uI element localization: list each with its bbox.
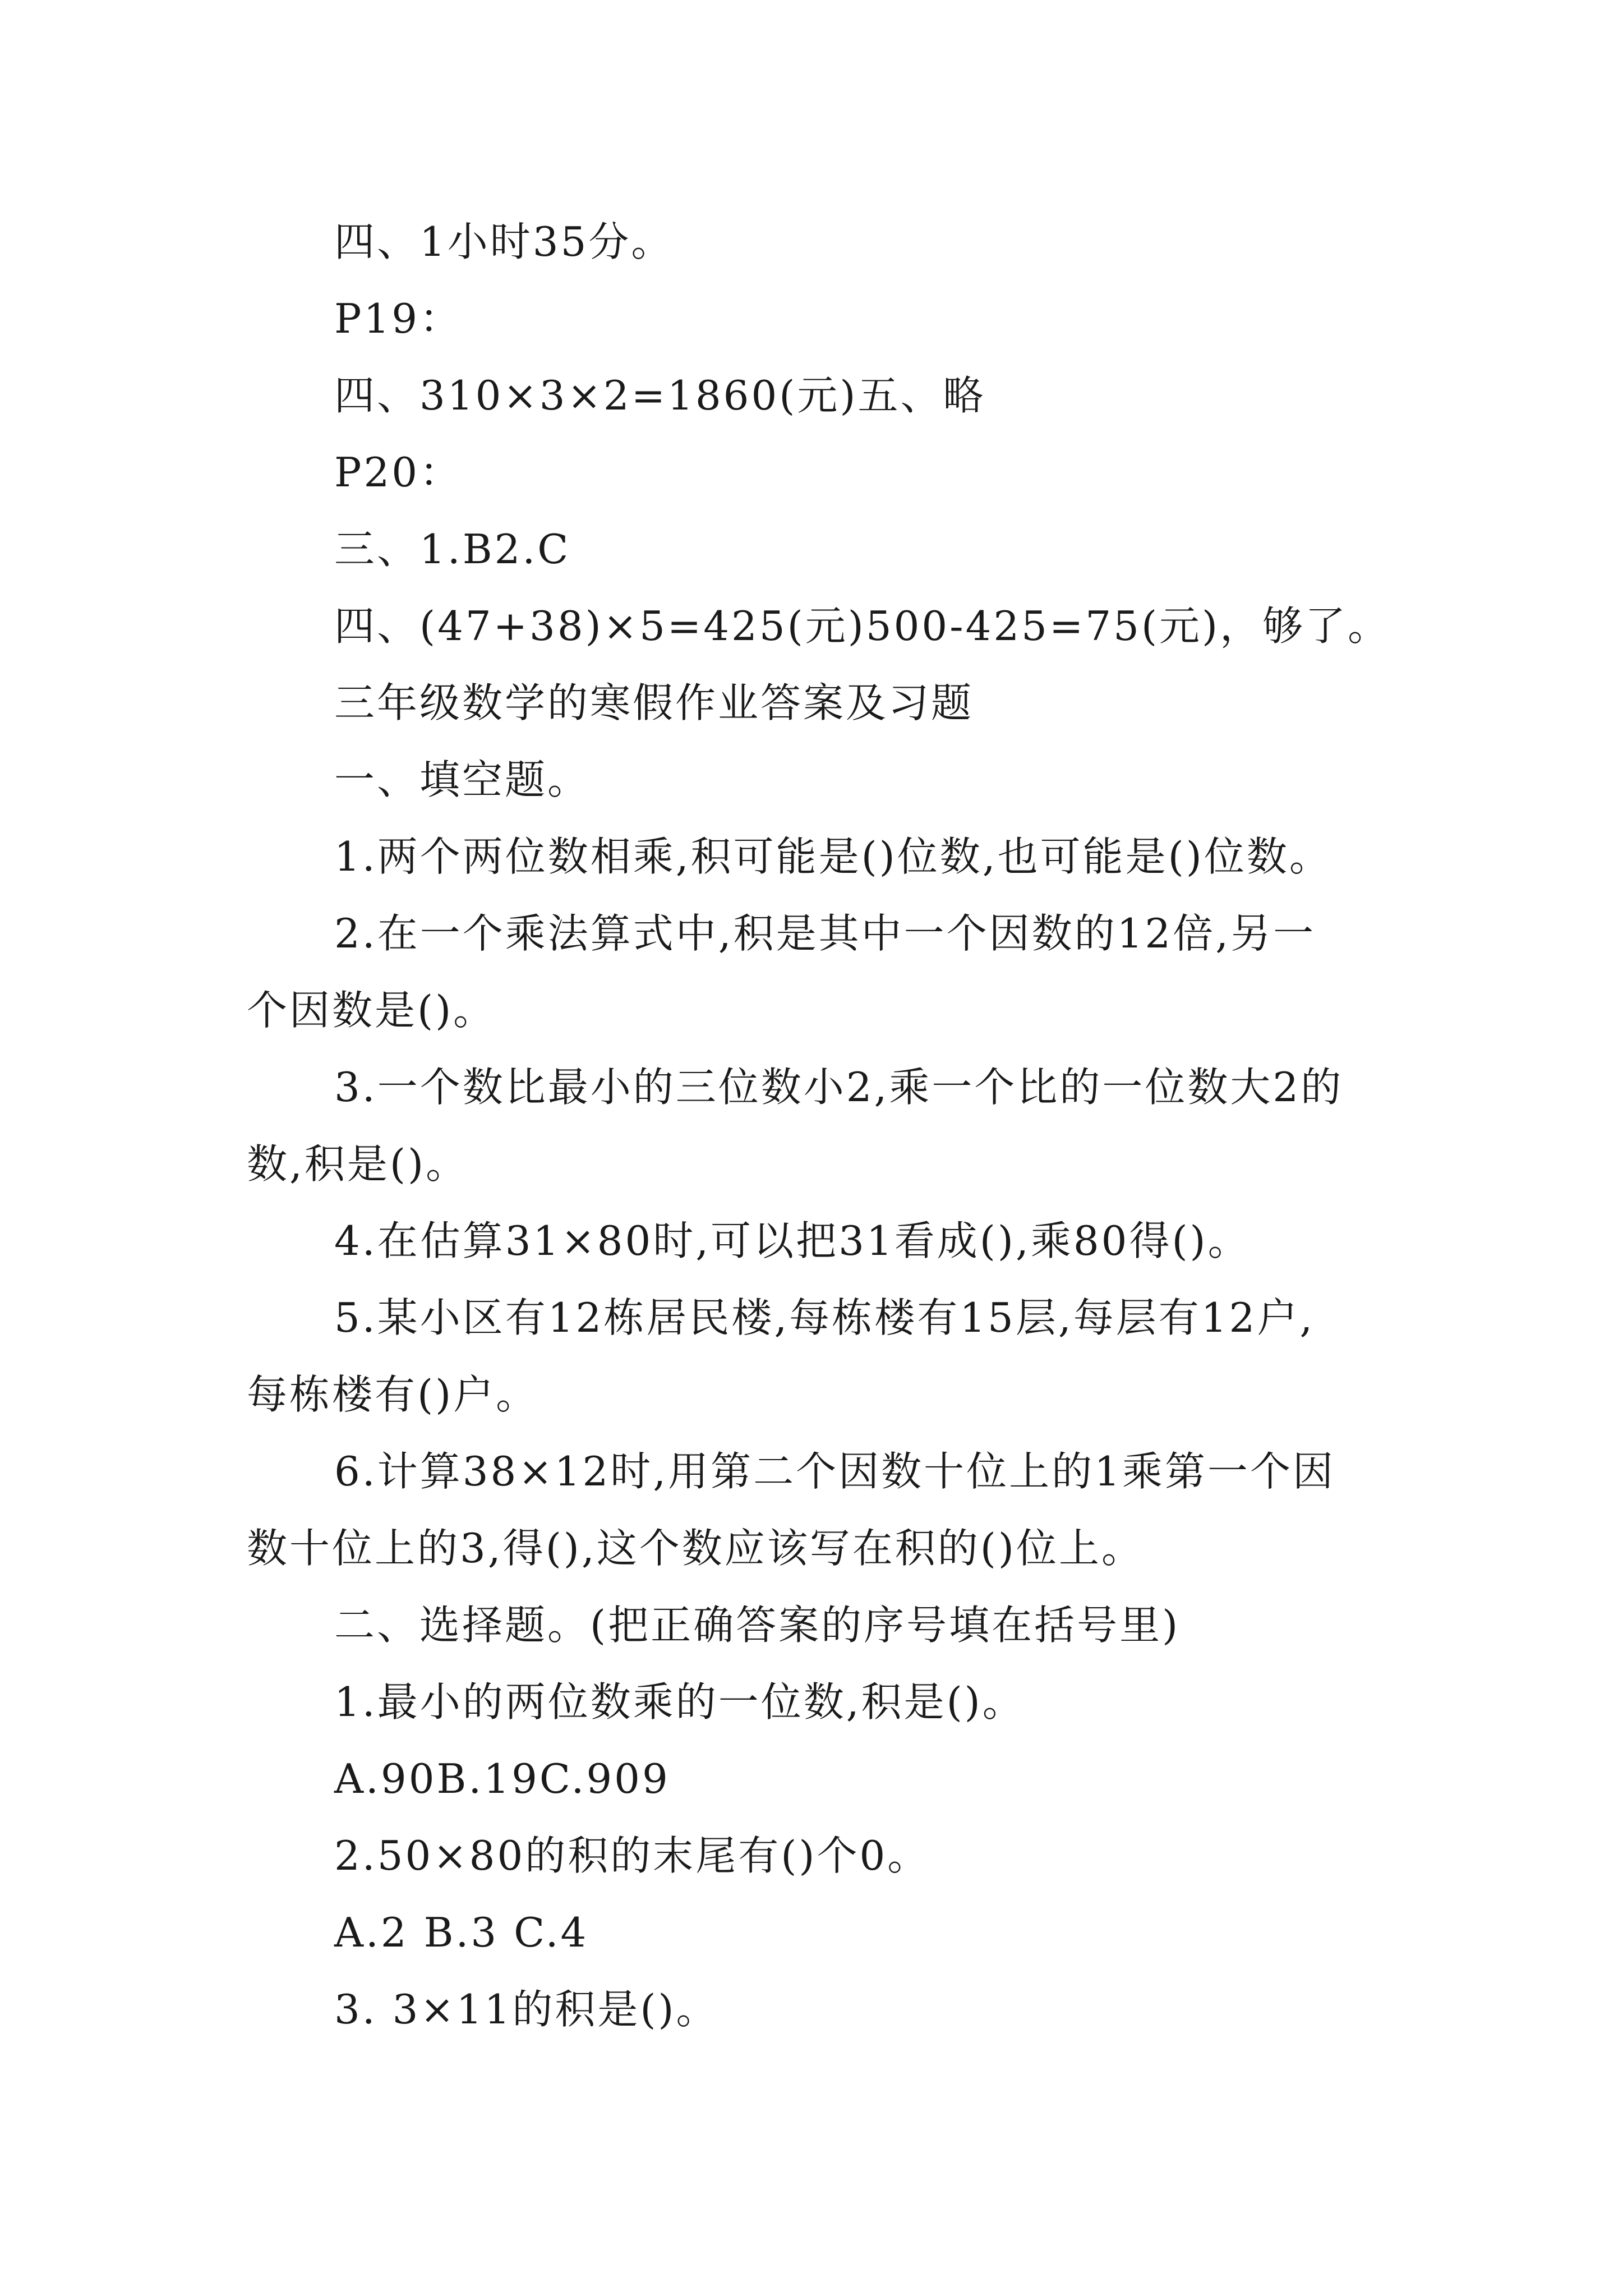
text-line: 1.两个两位数相乘,积可能是()位数,也可能是()位数。 — [334, 833, 1332, 880]
text-line: 4.在估算31×80时,可以把31看成(),乘80得()。 — [334, 1217, 1251, 1264]
text-line: 3.一个数比最小的三位数小2,乘一个比的一位数大2的 — [334, 1064, 1344, 1111]
section-heading: 三年级数学的寒假作业答案及习题 — [334, 679, 974, 726]
section-heading: 一、填空题。 — [334, 756, 591, 803]
text-line: 三、1.B2.C — [334, 526, 571, 573]
text-line: 3. 3×11的积是()。 — [334, 1986, 719, 2033]
section-heading: 二、选择题。(把正确答案的序号填在括号里) — [334, 1602, 1181, 1649]
text-line: 每栋楼有()户。 — [247, 1371, 539, 1418]
text-line: A.2 B.3 C.4 — [334, 1909, 589, 1956]
text-line: 2.在一个乘法算式中,积是其中一个因数的12倍,另一 — [334, 910, 1316, 957]
text-line: 四、(47+38)×5=425(元)500-425=75(元)，够了。 — [334, 602, 1391, 650]
text-line: P19： — [334, 295, 463, 342]
text-line: 5.某小区有12栋居民楼,每栋楼有15层,每层有12户, — [334, 1294, 1315, 1341]
text-line: 2.50×80的积的末尾有()个0。 — [334, 1832, 930, 1879]
text-line: 数十位上的3,得(),这个数应该写在积的()位上。 — [247, 1525, 1144, 1572]
text-line: 6.计算38×12时,用第二个因数十位上的1乘第一个因 — [334, 1448, 1335, 1495]
text-line: 四、310×3×2=1860(元)五、略 — [334, 372, 986, 419]
text-line: 四、1小时35分。 — [334, 218, 674, 265]
text-line: 数,积是()。 — [247, 1140, 469, 1188]
text-line: 1.最小的两位数乘的一位数,积是()。 — [334, 1678, 1025, 1726]
text-line: P20： — [334, 449, 463, 496]
text-line: 个因数是()。 — [247, 987, 496, 1034]
text-line: A.90B.19C.909 — [334, 1755, 670, 1802]
